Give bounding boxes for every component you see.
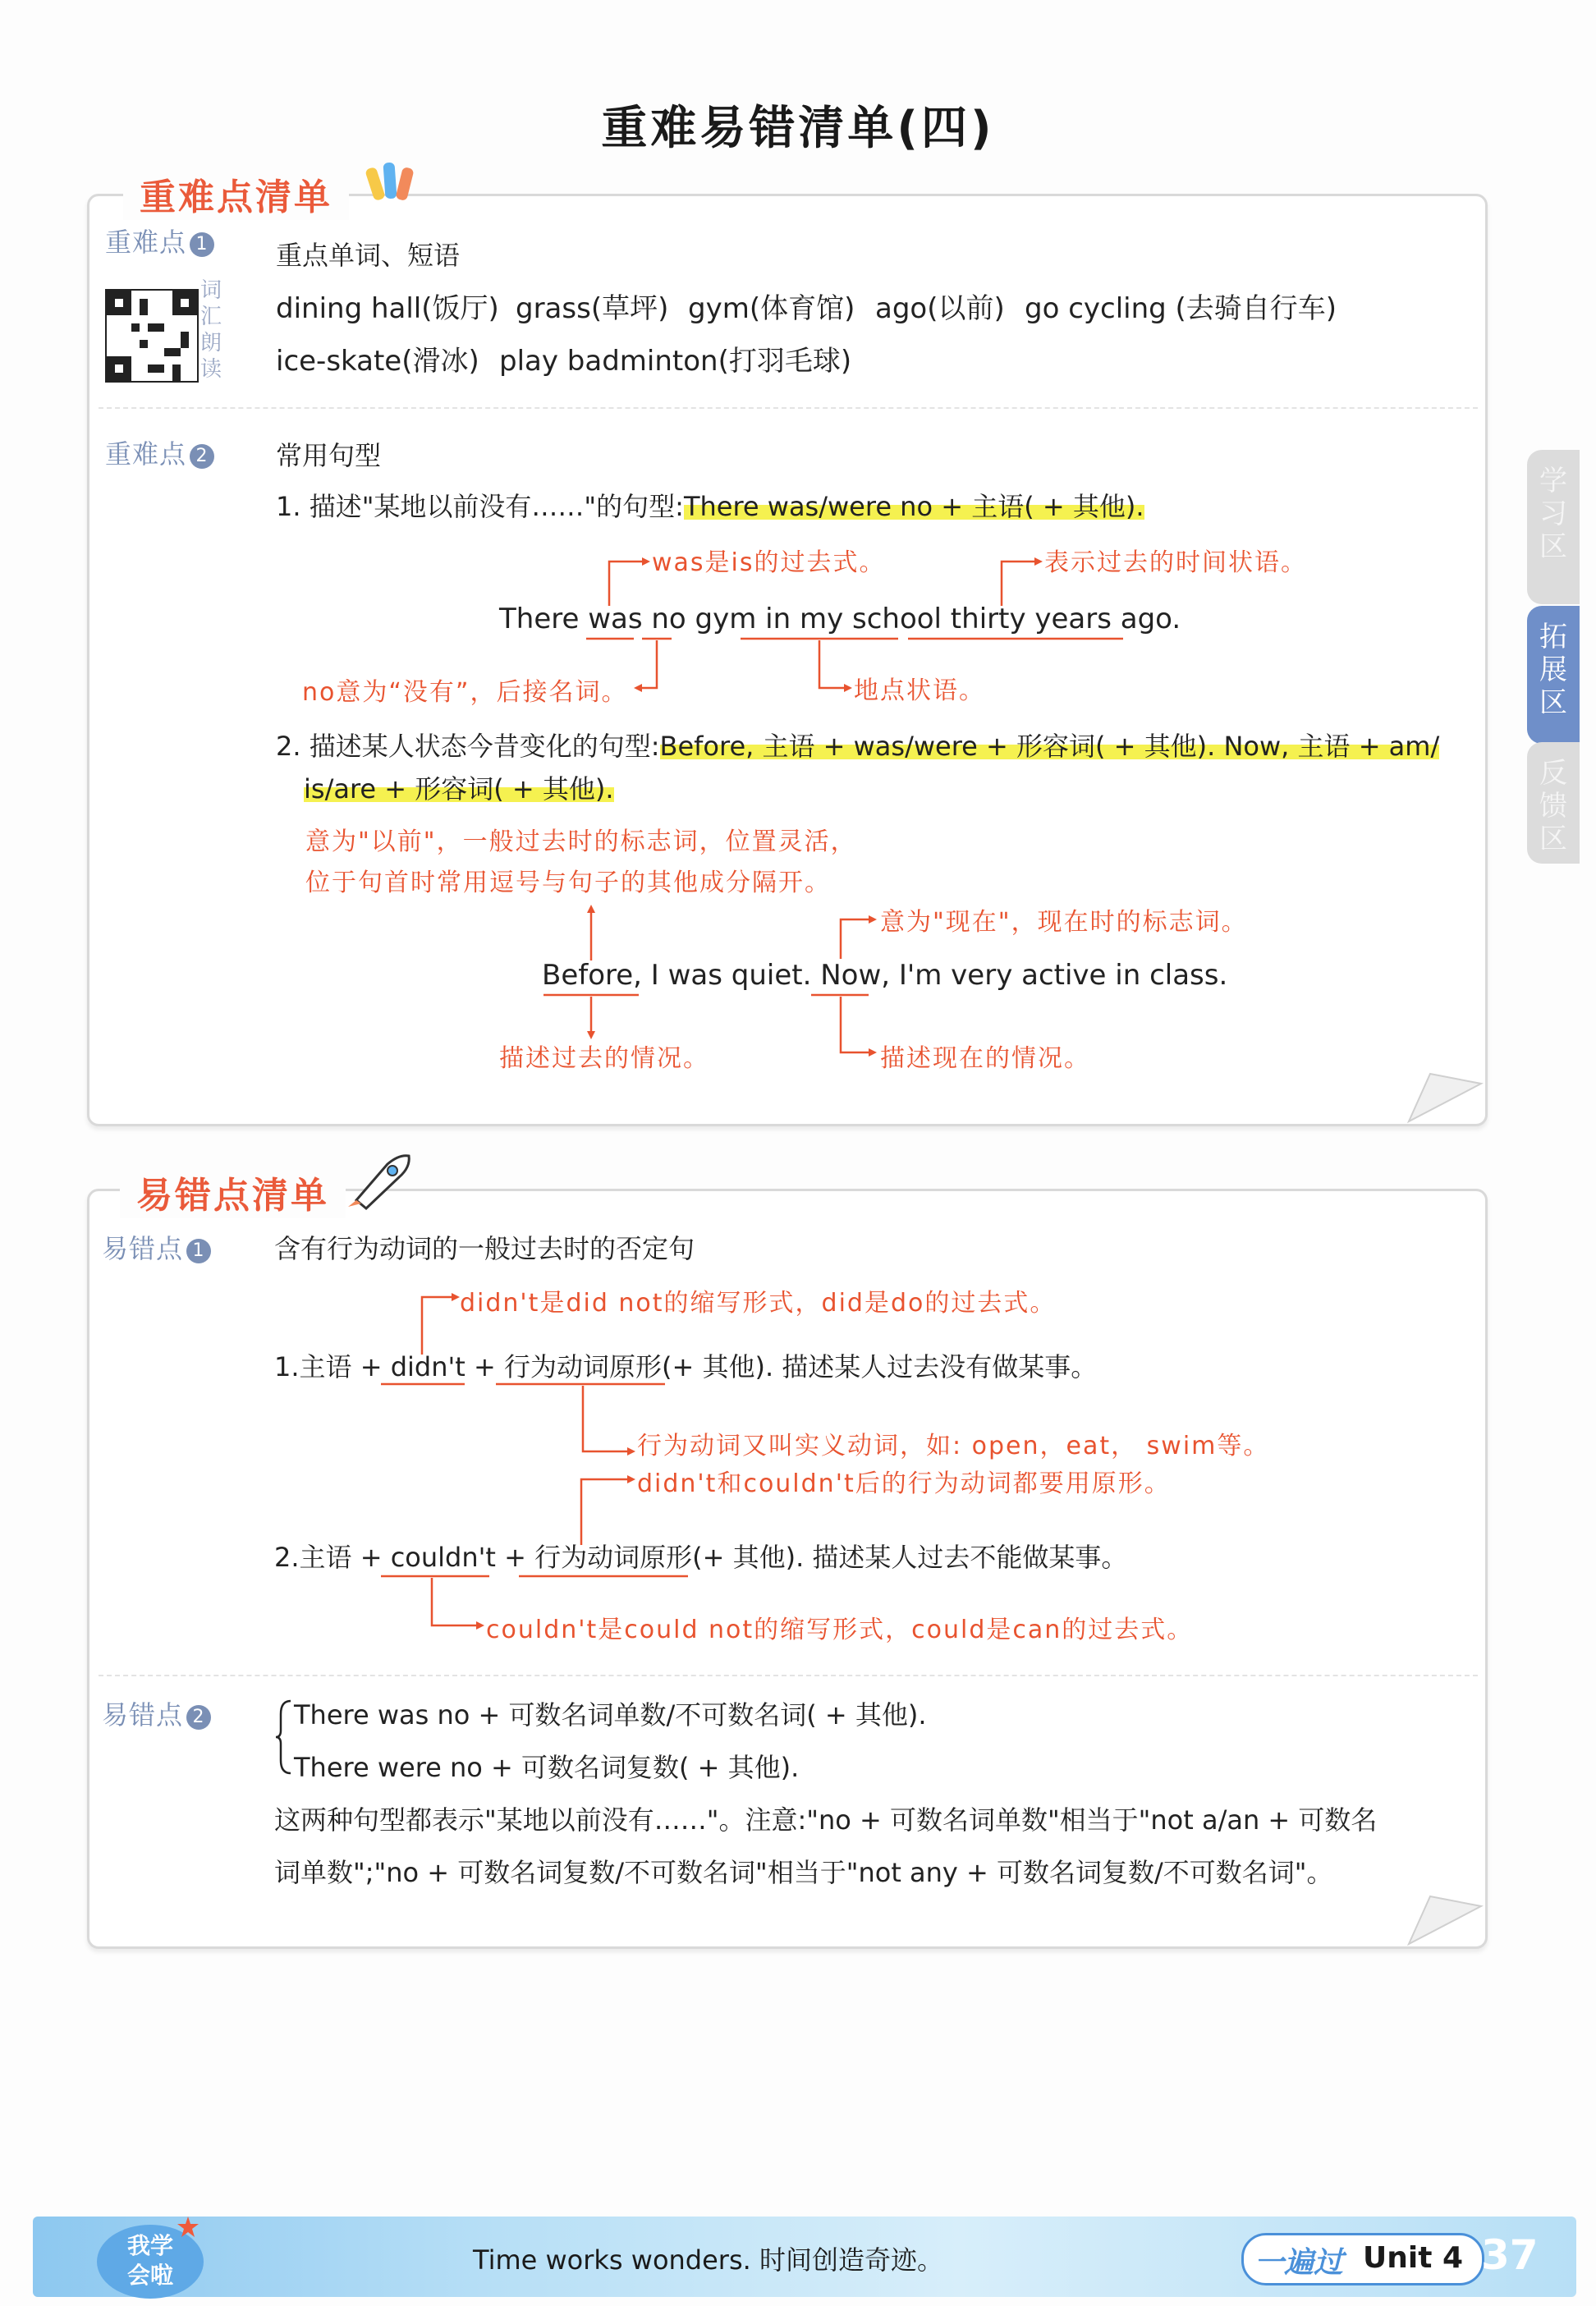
ep2-line2: There were no + 可数名词复数( + 其他). (294, 1752, 800, 1783)
divider (99, 1675, 1478, 1676)
section-title-error-points: 易错点清单 (120, 1166, 346, 1218)
rocket-icon (345, 1149, 415, 1212)
footer-brand: 一遍过 (1254, 2246, 1344, 2280)
note-couldnt: couldn't是could not的缩写形式，could是can的过去式。 (486, 1616, 1194, 1644)
brace-icon (274, 1698, 294, 1776)
star-icon (176, 2215, 200, 2240)
annotation-arrows-2 (0, 887, 1596, 1084)
kp2-subtitle: 常用句型 (276, 440, 382, 471)
example-sentence-1: There was no gym in my school thirty years ago. (499, 603, 1181, 635)
page-number: 37 (1481, 2231, 1539, 2279)
note-before-2: 位于句首时常用逗号与句子的其他成分隔开。 (305, 869, 831, 897)
kp1-subtitle: 重点单词、短语 (276, 240, 461, 271)
note-now: 意为"现在"，现在时的标志词。 (880, 908, 1248, 937)
footer-logo: 我学会啦 (97, 2225, 204, 2299)
vocab-item: grass(草坪) (516, 292, 669, 325)
pattern2-line1: 2. 描述某人状态今昔变化的句型:Before, 主语 + was/were + 形容词( + 其他). Now, 主语 + am/ (276, 731, 1440, 762)
vocab-item: ago(以前) (875, 292, 1005, 325)
ep1-num: 1 (186, 1239, 211, 1263)
vocab-item: ice-skate(滑冰) (276, 345, 479, 378)
kp1-label: 重难点 1 (105, 222, 214, 259)
vocab-item: gym(体育馆) (688, 292, 855, 325)
footer-motto: Time works wonders. 时间创造奇迹。 (473, 2244, 943, 2276)
pattern1: 1. 描述"某地以前没有……"的句型:There was/were no + 主语( + 其他). (276, 491, 1144, 522)
pattern2-highlight: is/are + 形容词( + 其他). (304, 773, 614, 805)
side-tab-extend[interactable]: 拓展区 (1527, 606, 1580, 744)
formula-1: 1.主语 + didn't + 行为动词原形(+ 其他). 描述某人过去没有做某事。 (274, 1351, 1098, 1382)
annotation-arrows-3 (0, 1264, 1596, 1642)
note-verb-1: 行为动词又叫实义动词，如: open，eat， swim等。 (637, 1432, 1270, 1460)
vocab-item: dining hall(饭厅) (276, 292, 499, 325)
ep2-line1: There was no + 可数名词单数/不可数名词( + 其他). (294, 1699, 927, 1731)
page-curl-icon (1406, 1067, 1484, 1125)
ep2-line3: 这两种句型都表示"某地以前没有……"。注意:"no + 可数名词单数"相当于"not a/an + 可数名 (274, 1804, 1378, 1836)
pattern1-highlight: There was/were no + 主语( + 其他). (683, 491, 1144, 522)
vocab-read-tag: 词汇朗读 (200, 278, 222, 382)
ep2-num: 2 (186, 1705, 211, 1730)
ep2-line4: 词单数";"no + 可数名词复数/不可数名词"相当于"not any + 可数名词复数/不可数名词"。 (274, 1857, 1333, 1888)
side-tab-feedback[interactable]: 反馈区 (1527, 742, 1580, 864)
formula-2: 2.主语 + couldn't + 行为动词原形(+ 其他). 描述某人过去不能做某事。 (274, 1542, 1128, 1573)
note-place: 地点状语。 (854, 676, 985, 705)
pattern2-line2 (304, 768, 614, 806)
ep1-label: 易错点 1 (102, 1228, 211, 1266)
example-sentence-2: Before, I was quiet. Now, I'm very active in class. (542, 959, 1228, 992)
note-present: 描述现在的情况。 (880, 1044, 1090, 1073)
footer-unit: Unit 4 (1363, 2241, 1463, 2275)
vocab-item: go cycling (去骑自行车) (1025, 292, 1337, 325)
page-curl-icon (1406, 1890, 1484, 1947)
kp2-num: 2 (190, 444, 214, 469)
section-title-key-points: 重难点清单 (123, 167, 349, 220)
vocab-item: play badminton(打羽毛球) (499, 345, 852, 378)
kp1-num: 1 (190, 232, 214, 257)
note-past: 描述过去的情况。 (499, 1044, 709, 1073)
note-before-1: 意为"以前"，一般过去时的标志词，位置灵活， (305, 828, 857, 856)
annotation-arrows-1 (0, 0, 1596, 739)
page-title: 重难易错清单(四) (601, 102, 995, 155)
ep1-subtitle: 含有行为动词的一般过去时的否定句 (274, 1233, 695, 1264)
kp2-label: 重难点 2 (105, 433, 214, 471)
note-was: was是is的过去式。 (652, 548, 886, 577)
note-didnt: didn't是did not的缩写形式，did是do的过去式。 (460, 1289, 1057, 1318)
pattern2-highlight: Before, 主语 + was/were + 形容词( + 其他). Now, 主语 + am/ (659, 731, 1440, 762)
side-tab-study[interactable]: 学习区 (1527, 450, 1580, 604)
ep2-label: 易错点 2 (102, 1694, 211, 1732)
note-verb-2: didn't和couldn't后的行为动词都要用原形。 (637, 1469, 1171, 1498)
note-no: no意为“没有”，后接名词。 (302, 678, 628, 707)
note-time: 表示过去的时间状语。 (1044, 548, 1307, 577)
